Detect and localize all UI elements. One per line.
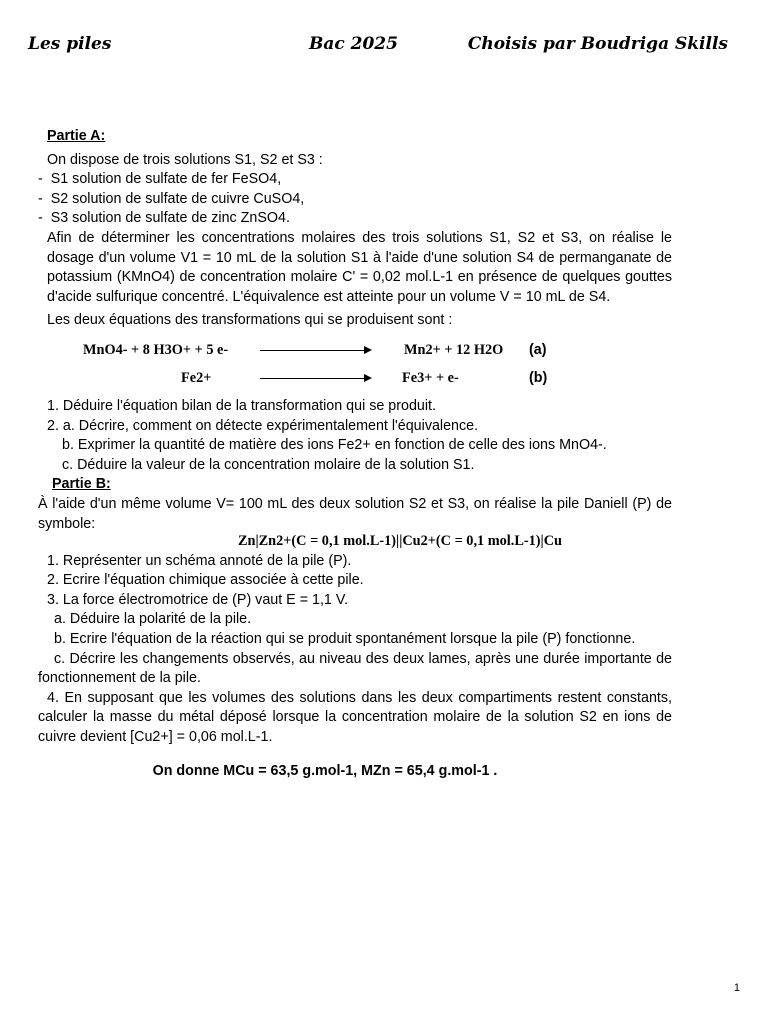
partA-intro: On dispose de trois solutions S1, S2 et S3 : (47, 151, 323, 168)
equation-a-left: MnO4- + 8 H3O+ + 5 e- (83, 341, 229, 358)
pile-symbol: Zn|Zn2+(C = 0,1 mol.L-1)||Cu2+(C = 0,1 mol.L-1)|Cu (238, 533, 562, 550)
partB-question-4: 4. En supposant que les volumes des solutions dans les deux compartiments restent constants, calculer la masse du métal déposé lorsque la concentration molaire de la solution S2 en ions de cuivre devient [Cu2+] = 0,06 mol.L-1. (38, 689, 672, 746)
partA-item-2: - S2 solution de sulfate de cuivre CuSO4, (38, 190, 305, 207)
partA-question-2b: b. Exprimer la quantité de matière des ions Fe2+ en fonction de celle des ions MnO4-. (62, 437, 607, 454)
document-body (38, 127, 672, 781)
partB-question-3c: c. Décrire les changements observés, au niveau des deux lames, après une durée importante de fonctionnement de la pile. (38, 650, 672, 687)
given-data: On donne MCu = 63,5 g.mol-1, MZn = 65,4 g.mol-1 . (152, 762, 498, 779)
partA-question-1: 1. Déduire l'équation bilan de la transformation qui se produit. (47, 397, 436, 414)
equation-b (38, 365, 672, 393)
equation-b-right: Fe3+ + e- (402, 369, 459, 386)
equation-b-label: (b) (529, 369, 548, 386)
partA-item-3: - S3 solution de sulfate de zinc ZnSO4. (38, 210, 290, 227)
partB-title: Partie B: (52, 476, 111, 493)
partB-question-2: 2. Ecrire l'équation chimique associée à cette pile. (47, 572, 364, 589)
equation-b-left: Fe2+ (181, 369, 212, 386)
partB-question-1: 1. Représenter un schéma annoté de la pile (P). (47, 552, 352, 569)
header-right: Choisis par Boudriga Skills (467, 34, 728, 54)
page-number: 1 (733, 982, 740, 994)
partB-question-3a: a. Déduire la polarité de la pile. (54, 611, 252, 628)
equation-a (38, 337, 672, 365)
partB-question-3b: b. Ecrire l'équation de la réaction qui se produit spontanément lorsque la pile (P) fonctionne. (54, 631, 636, 648)
partB-paragraph: À l'aide d'un même volume V= 100 mL des deux solution S2 et S3, on réalise la pile Daniell (P) de symbole: (38, 495, 672, 532)
equation-a-label: (a) (529, 341, 547, 358)
partA-question-2a: 2. a. Décrire, comment on détecte expérimentalement l'équivalence. (47, 417, 479, 434)
equation-a-right: Mn2+ + 12 H2O (404, 341, 504, 358)
partA-paragraph: Afin de déterminer les concentrations molaires des trois solutions S1, S2 et S3, on réalise le dosage d'un volume V1 = 10 mL de la solution S1 à l'aide d'une solution S4 de permanganate de potassium (KMnO4) de concentration molaire C' = 0,02 mol.L-1 en présence de quelques gouttes d'acide sulfurique concentré. L'équivalence est atteinte pour un volume V = 10 mL de S4. (47, 229, 672, 305)
header-left: Les piles (28, 34, 112, 54)
partA-item-1: - S1 solution de sulfate de fer FeSO4, (38, 171, 282, 188)
equations-intro: Les deux équations des transformations qui se produisent sont : (47, 312, 453, 329)
partA-question-2c: c. Déduire la valeur de la concentration molaire de la solution S1. (62, 456, 475, 473)
header-center: Bac 2025 (309, 34, 398, 54)
partA-title: Partie A: (47, 128, 106, 144)
arrow-icon (260, 378, 370, 379)
arrow-icon (260, 350, 370, 351)
partB-question-3: 3. La force électromotrice de (P) vaut E = 1,1 V. (47, 591, 349, 608)
